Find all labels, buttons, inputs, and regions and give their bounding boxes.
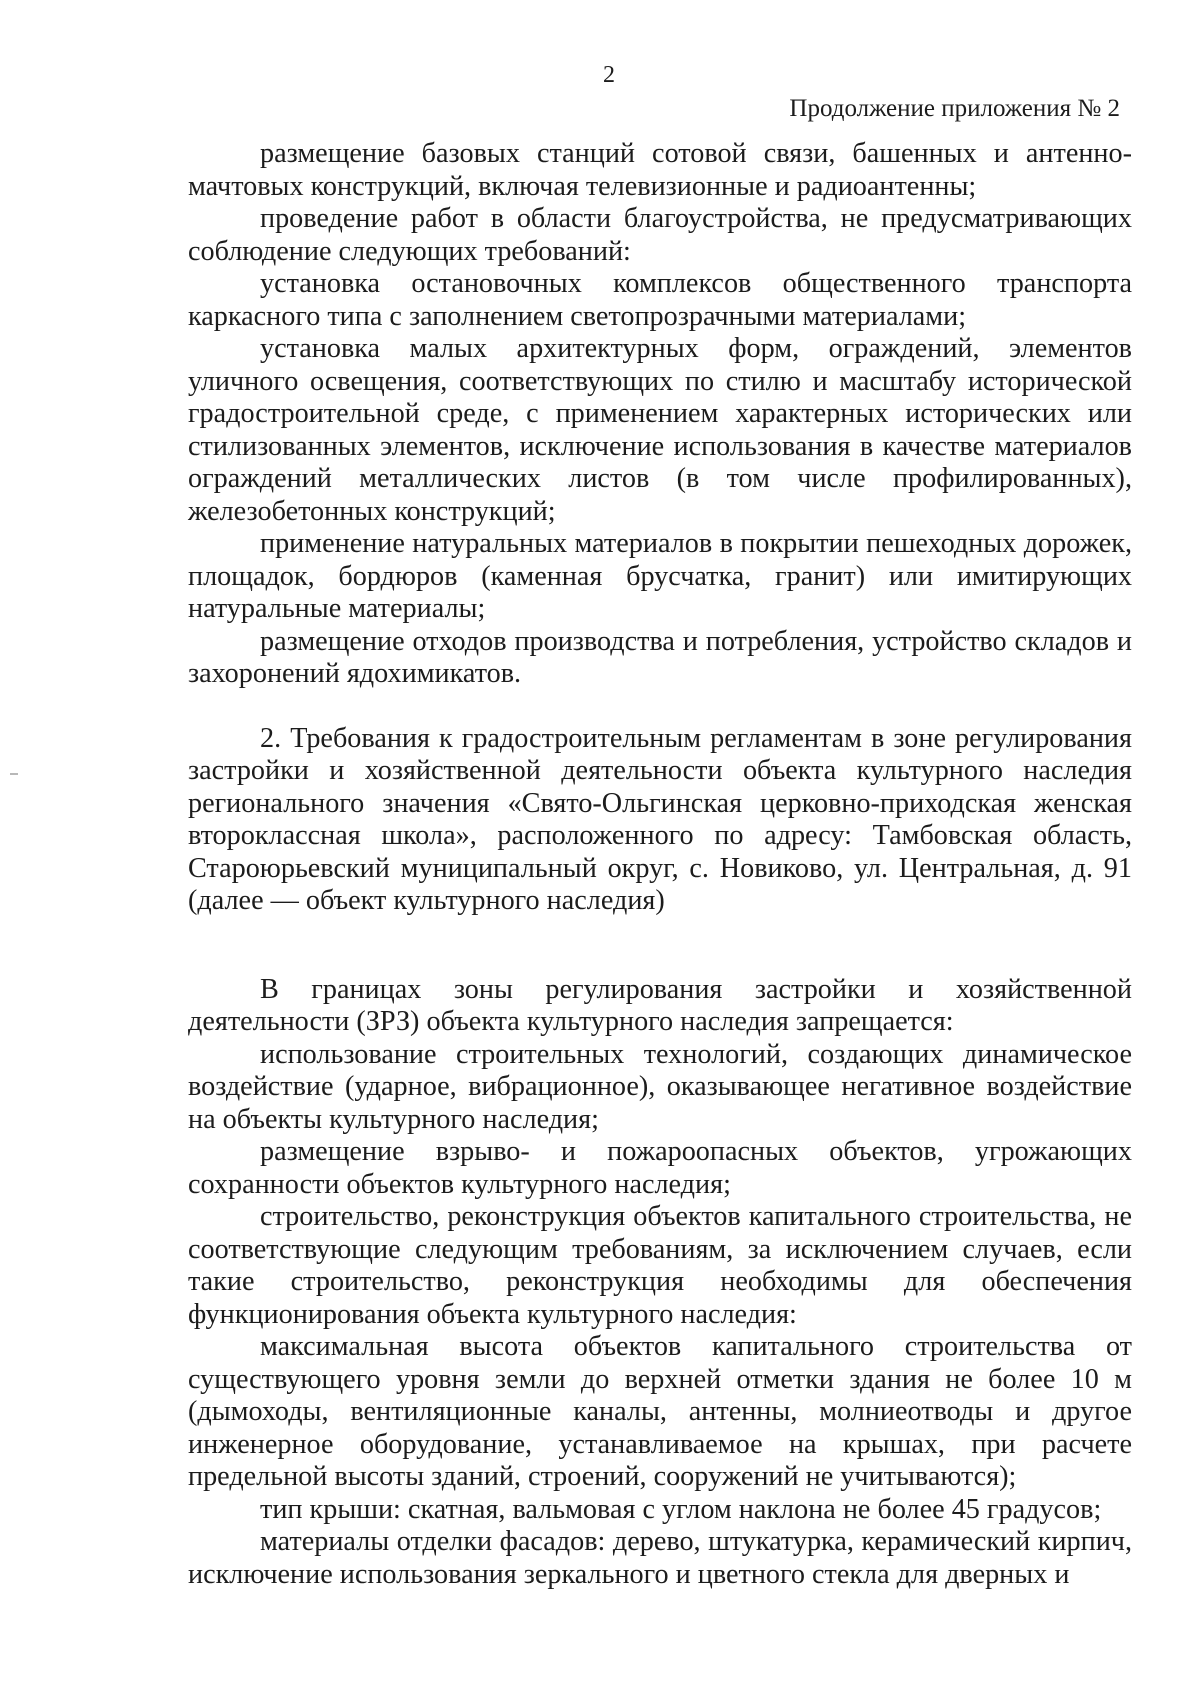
paragraph: максимальная высота объектов капитального строительства от существующего уровня земли до верхней отметки здания не более 10 м (дымоходы, вентиляционные каналы, антенны, молниеотводы и другое инженерное оборудование, устанавливаемое на крышах, при расчете предельной высоты зданий, строений, сооружений не учитываются); <box>188 1331 1132 1492</box>
paragraph: использование строительных технологий, создающих динамическое воздействие (ударное, вибрационное), оказывающее негативное воздействие на объекты культурного наследия; <box>188 1038 1132 1135</box>
paragraph: тип крыши: скатная, вальмовая с углом наклона не более 45 градусов; <box>260 1493 1102 1525</box>
paragraph: установка малых архитектурных форм, ограждений, элементов уличного освещения, соответствующих по стилю и масштабу исторической градостроительной среде, с применением характерных исторических или стилизованных элементов, исключение использования в качестве материалов ограждений металлических листов (в том числе профилированных), железобетонных конструкций; <box>188 333 1132 527</box>
paragraph: строительство, реконструкция объектов капитального строительства, не соответствующие следующим требованиям, за исключением случаев, если такие строительство, реконструкция необходимы для обеспечения функционирования объекта культурного наследия: <box>188 1201 1132 1330</box>
paragraph: размещение взрыво- и пожароопасных объектов, угрожающих сохранности объектов культурного наследия; <box>188 1136 1132 1200</box>
paragraph: материалы отделки фасадов: дерево, штукатурка, керамический кирпич, исключение использования зеркального и цветного стекла для дверных и <box>188 1526 1132 1590</box>
paragraph: В границах зоны регулирования застройки и хозяйственной деятельности (ЗРЗ) объекта культурного наследия запрещается: <box>188 973 1132 1037</box>
paragraph: применение натуральных материалов в покрытии пешеходных дорожек, площадок, бордюров (каменная брусчатка, гранит) или имитирующих натуральные материалы; <box>188 528 1132 624</box>
paragraph: установка остановочных комплексов общественного транспорта каркасного типа с заполнением светопрозрачными материалами; <box>188 268 1132 332</box>
paragraph: размещение отходов производства и потребления, устройство складов и захоронений ядохимикатов. <box>188 625 1132 689</box>
document-body <box>188 138 1132 1591</box>
paragraph: проведение работ в области благоустройства, не предусматривающих соблюдение следующих требований: <box>188 203 1132 267</box>
paragraph: размещение базовых станций сотовой связи, башенных и антенно-мачтовых конструкций, включая телевизионные и радиоантенны; <box>188 138 1132 202</box>
appendix-header: Продолжение приложения № 2 <box>789 95 1120 122</box>
section-heading: 2. Требования к градостроительным регламентам в зоне регулирования застройки и хозяйственной деятельности объекта культурного наследия регионального значения «Свято-Ольгинская церковно-приходская женская второклассная школа», расположенного по адресу: Тамбовская область, Староюрьевский муниципальный округ, с. Новиково, ул. Центральная, д. 91 (далее — объект культурного наследия) <box>188 722 1132 916</box>
page-number: 2 <box>603 62 615 88</box>
margin-mark <box>10 773 18 775</box>
